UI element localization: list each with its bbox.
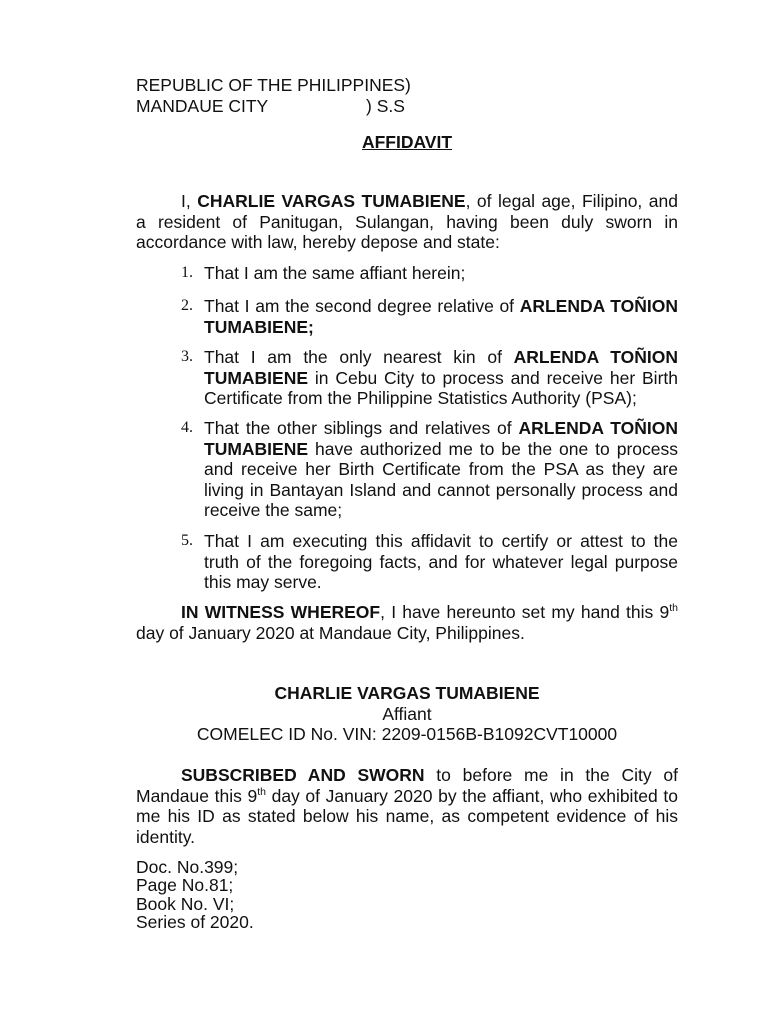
statement-item (136, 531, 678, 593)
statement-emphasis: ARLENDA TOÑION TUMABIENE (204, 347, 679, 388)
register-doc-no: Doc. No.399; (136, 857, 239, 877)
header-city: MANDAUE CITY (136, 95, 269, 116)
intro-paragraph (136, 191, 678, 253)
statement-number: 3. (181, 348, 193, 365)
statement-emphasis: ARLENDA TOÑION TUMABIENE (204, 418, 679, 459)
jurat-text-end: day of January 2020 by the affiant, who exhibited to me his ID as stated below his name, as competent evidence of his identity. (136, 785, 678, 847)
header-city-line (136, 96, 678, 117)
statement-item (136, 263, 678, 284)
register-book-no: Book No. VI; (136, 893, 235, 914)
notarial-register (136, 858, 678, 932)
statement-text-segment: That I am the second degree relative of (204, 296, 520, 316)
signature-name: CHARLIE VARGAS TUMABIENE (274, 683, 540, 703)
statement-text (204, 263, 678, 284)
affiant-name-inline: CHARLIE VARGAS TUMABIENE (197, 191, 466, 211)
intro-lead: I, (181, 191, 198, 211)
statement-text (204, 418, 678, 521)
header-ss: ) S.S (366, 95, 405, 116)
statement-text-segment: That the other siblings and relatives of (204, 418, 519, 438)
signature-block (136, 683, 678, 745)
statement-emphasis: ARLENDA TOÑION TUMABIENE; (204, 296, 679, 337)
jurat-paragraph (136, 765, 678, 847)
affidavit-title-text: AFFIDAVIT (361, 132, 453, 152)
jurat-emphasis: SUBSCRIBED AND SWORN (181, 765, 425, 785)
statement-item (136, 347, 678, 409)
statement-item (136, 296, 678, 337)
jurat-text: to before me in the City of Mandaue this 9 (136, 765, 678, 806)
witness-text: , I have hereunto set my hand this 9 (380, 602, 670, 622)
witness-paragraph (136, 602, 678, 643)
witness-text-end: day of January 2020 at Mandaue City, Philippines. (136, 622, 525, 643)
statement-text (204, 296, 678, 337)
witness-ordinal-suffix: th (669, 602, 679, 615)
jurat-ordinal-suffix: th (257, 785, 266, 798)
statement-number: 1. (181, 264, 193, 281)
jurisdiction-header (136, 75, 678, 116)
statement-text-segment: That I am executing this affidavit to certify or attest to the truth of the foregoing facts, and for whatever legal purpose this may serve. (204, 531, 678, 593)
witness-emphasis: IN WITNESS WHEREOF (181, 602, 381, 622)
affidavit-title (136, 132, 678, 153)
statement-text-segment: That I am the same affiant herein; (204, 263, 466, 283)
statement-text (204, 531, 678, 593)
intro-text: , of legal age, Filipino, and a resident of Panitugan, Sulangan, having been duly sworn in accordance with law, hereby depose and state: (136, 191, 678, 253)
statement-number: 4. (181, 419, 193, 436)
header-country: REPUBLIC OF THE PHILIPPINES) (136, 75, 411, 95)
statement-number: 5. (181, 532, 193, 549)
signature-id: COMELEC ID No. VIN: 2209-0156B-B1092CVT10000 (196, 724, 618, 745)
register-series: Series of 2020. (136, 912, 254, 933)
statement-text-segment: That I am the only nearest kin of (204, 347, 514, 367)
register-page-no: Page No.81; (136, 875, 234, 896)
statement-text (204, 347, 678, 409)
statement-text-continued: in Cebu City to process and receive her Birth Certificate from the Philippine Statistics Authority (PSA); (204, 367, 678, 409)
statement-item (136, 418, 678, 521)
statement-number: 2. (181, 297, 193, 314)
statement-text-continued: have authorized me to be the one to process and receive her Birth Certificate from the PSA as they are living in Bantayan Island and cannot personally process and receive the same; (204, 438, 678, 521)
signature-role: Affiant (382, 703, 432, 724)
